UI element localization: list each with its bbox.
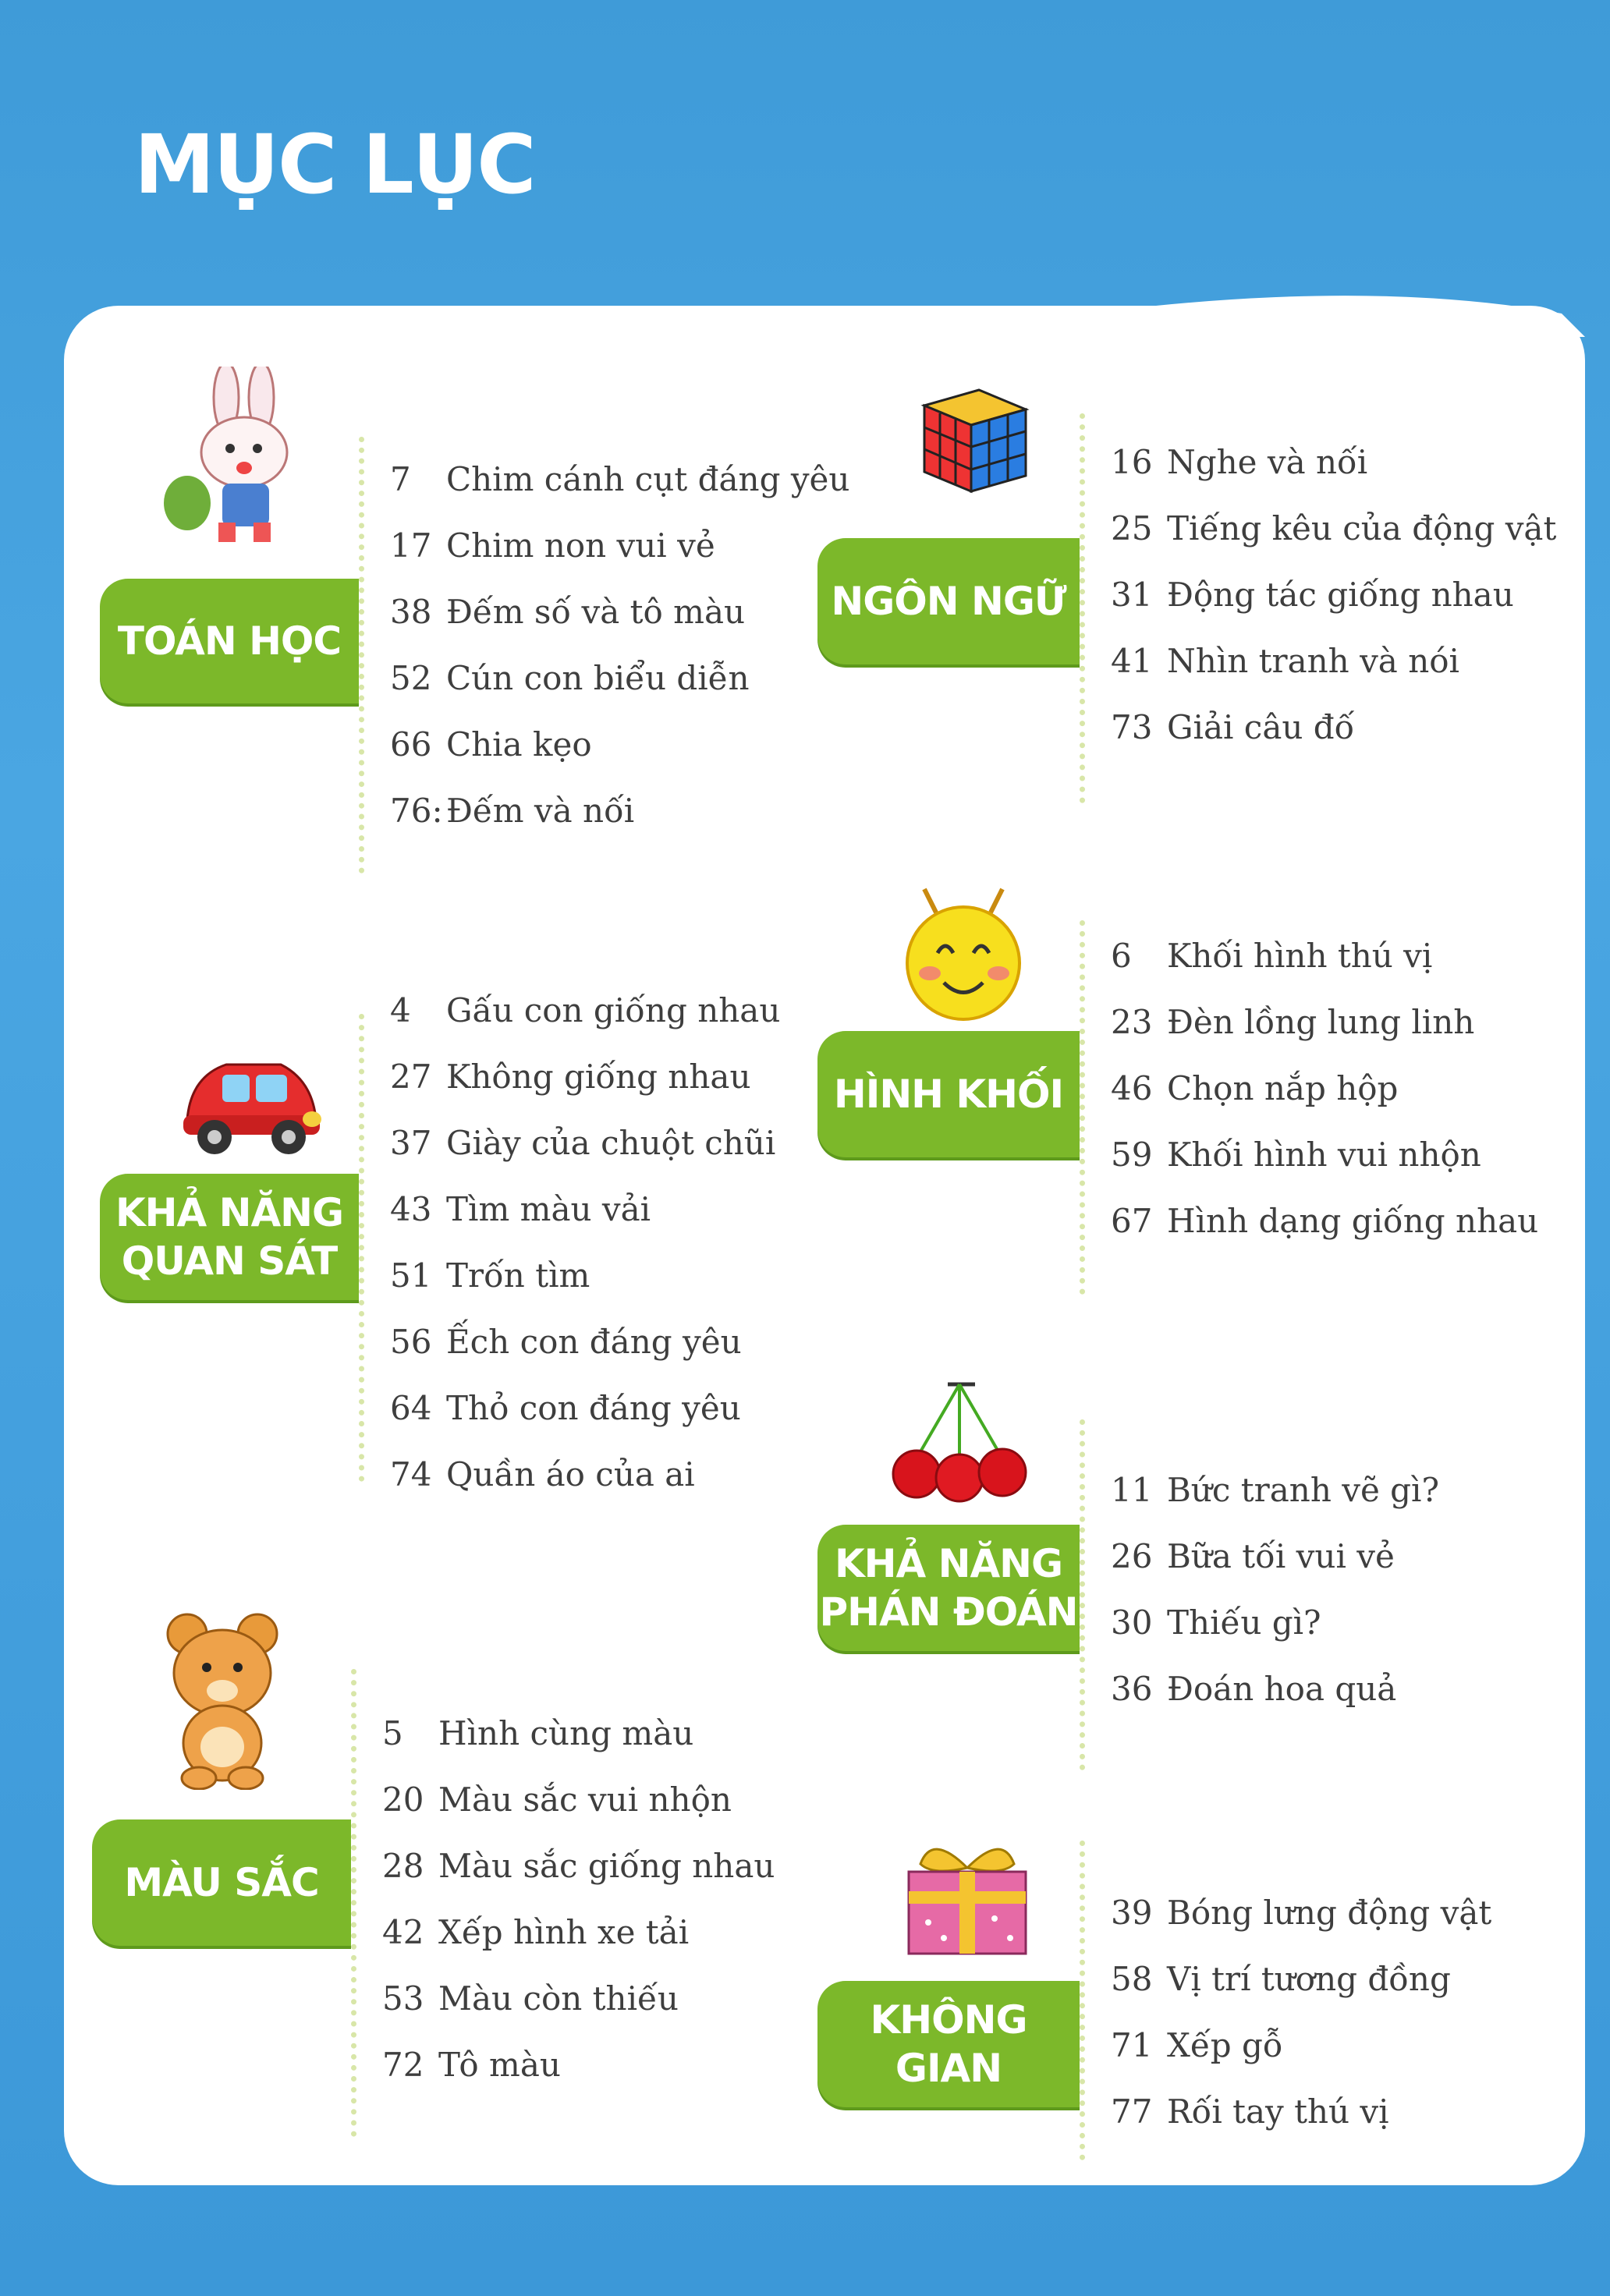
list-item[interactable]: 27 Không giống nhau: [390, 1058, 751, 1096]
list-item[interactable]: 28 Màu sắc giống nhau: [382, 1847, 775, 1885]
dotted-divider: [1080, 413, 1085, 803]
list-item[interactable]: 36 Đoán hoa quả: [1111, 1670, 1397, 1708]
list-item[interactable]: 26 Bữa tối vui vẻ: [1111, 1537, 1395, 1575]
rabbit-icon: [152, 367, 332, 554]
hinh-khoi-list: [1111, 923, 1538, 1254]
dotted-divider: [1080, 1419, 1085, 1770]
page-title: MỤC LỤC: [134, 117, 535, 212]
section-label-toan-hoc: TOÁN HỌC: [100, 579, 359, 703]
rubik-cube-icon: [909, 382, 1034, 499]
list-item[interactable]: 41 Nhìn tranh và nói: [1111, 642, 1459, 680]
list-item[interactable]: 11 Bức tranh vẽ gì?: [1111, 1471, 1440, 1509]
toan-hoc-list: [390, 446, 849, 844]
list-item[interactable]: 64 Thỏ con đáng yêu: [390, 1389, 741, 1427]
smiley-ball-icon: [889, 881, 1037, 1022]
teddy-bear-icon: [156, 1607, 289, 1790]
list-item[interactable]: 46 Chọn nắp hộp: [1111, 1069, 1399, 1107]
list-item[interactable]: 37 Giày của chuột chũi: [390, 1124, 776, 1162]
dotted-divider: [1080, 1841, 1085, 2160]
dotted-divider: [359, 437, 364, 873]
list-item[interactable]: 7 Chim cánh cụt đáng yêu: [390, 460, 850, 498]
dotted-divider: [359, 1014, 364, 1482]
ngon-ngu-list: [1111, 429, 1556, 760]
list-item[interactable]: 4 Gấu con giống nhau: [390, 991, 781, 1029]
list-item[interactable]: 53 Màu còn thiếu: [382, 1979, 679, 2018]
list-item[interactable]: 77 Rối tay thú vị: [1111, 2092, 1389, 2131]
list-item[interactable]: 73 Giải câu đố: [1111, 708, 1355, 746]
dotted-divider: [351, 1669, 356, 2137]
khong-gian-list: [1111, 1880, 1491, 2145]
gift-box-icon: [897, 1837, 1037, 1961]
list-item[interactable]: 25 Tiếng kêu của động vật: [1111, 509, 1557, 547]
list-item[interactable]: 6 Khối hình thú vị: [1111, 937, 1433, 975]
list-item[interactable]: 39 Bóng lưng động vật: [1111, 1894, 1492, 1932]
list-item[interactable]: 76: Đếm và nối: [390, 792, 635, 830]
kha-nang-phan-doan-list: [1111, 1457, 1439, 1722]
list-item[interactable]: 74 Quần áo của ai: [390, 1455, 695, 1493]
list-item[interactable]: 67 Hình dạng giống nhau: [1111, 1202, 1539, 1240]
dotted-divider: [1080, 920, 1085, 1295]
mau-sac-list: [382, 1700, 775, 2098]
list-item[interactable]: 20 Màu sắc vui nhộn: [382, 1780, 732, 1819]
list-item[interactable]: 58 Vị trí tương đồng: [1111, 1960, 1451, 1998]
list-item[interactable]: 43 Tìm màu vải: [390, 1190, 651, 1228]
list-item[interactable]: 5 Hình cùng màu: [382, 1714, 694, 1752]
cherries-icon: [885, 1380, 1037, 1505]
section-label-mau-sac: MÀU SẮC: [92, 1819, 351, 1946]
list-item[interactable]: 56 Ếch con đáng yêu: [390, 1323, 742, 1361]
list-item[interactable]: 52 Cún con biểu diễn: [390, 659, 750, 697]
section-label-kha-nang-quan-sat: KHẢ NĂNG QUAN SÁT: [100, 1174, 359, 1300]
list-item[interactable]: 66 Chia kẹo: [390, 725, 592, 764]
list-item[interactable]: 59 Khối hình vui nhộn: [1111, 1136, 1481, 1174]
list-item[interactable]: 72 Tô màu: [382, 2046, 561, 2084]
section-label-hinh-khoi: HÌNH KHỐI: [817, 1031, 1080, 1157]
list-item[interactable]: 17 Chim non vui vẻ: [390, 526, 715, 565]
list-item[interactable]: 42 Xếp hình xe tải: [382, 1913, 690, 1951]
section-label-khong-gian: KHÔNG GIAN: [817, 1981, 1080, 2107]
list-item[interactable]: 31 Động tác giống nhau: [1111, 576, 1514, 614]
car-icon: [172, 1045, 328, 1162]
list-item[interactable]: 23 Đèn lồng lung linh: [1111, 1003, 1475, 1041]
kha-nang-quan-sat-list: [390, 977, 780, 1508]
list-item[interactable]: 16 Nghe và nối: [1111, 443, 1368, 481]
section-label-kha-nang-phan-doan: KHẢ NĂNG PHÁN ĐOÁN: [817, 1525, 1080, 1651]
list-item[interactable]: 71 Xếp gỗ: [1111, 2026, 1283, 2064]
list-item[interactable]: 38 Đếm số và tô màu: [390, 593, 746, 631]
list-item[interactable]: 30 Thiếu gì?: [1111, 1603, 1321, 1642]
list-item[interactable]: 51 Trốn tìm: [390, 1256, 590, 1295]
section-label-ngon-ngu: NGÔN NGỮ: [817, 538, 1080, 664]
